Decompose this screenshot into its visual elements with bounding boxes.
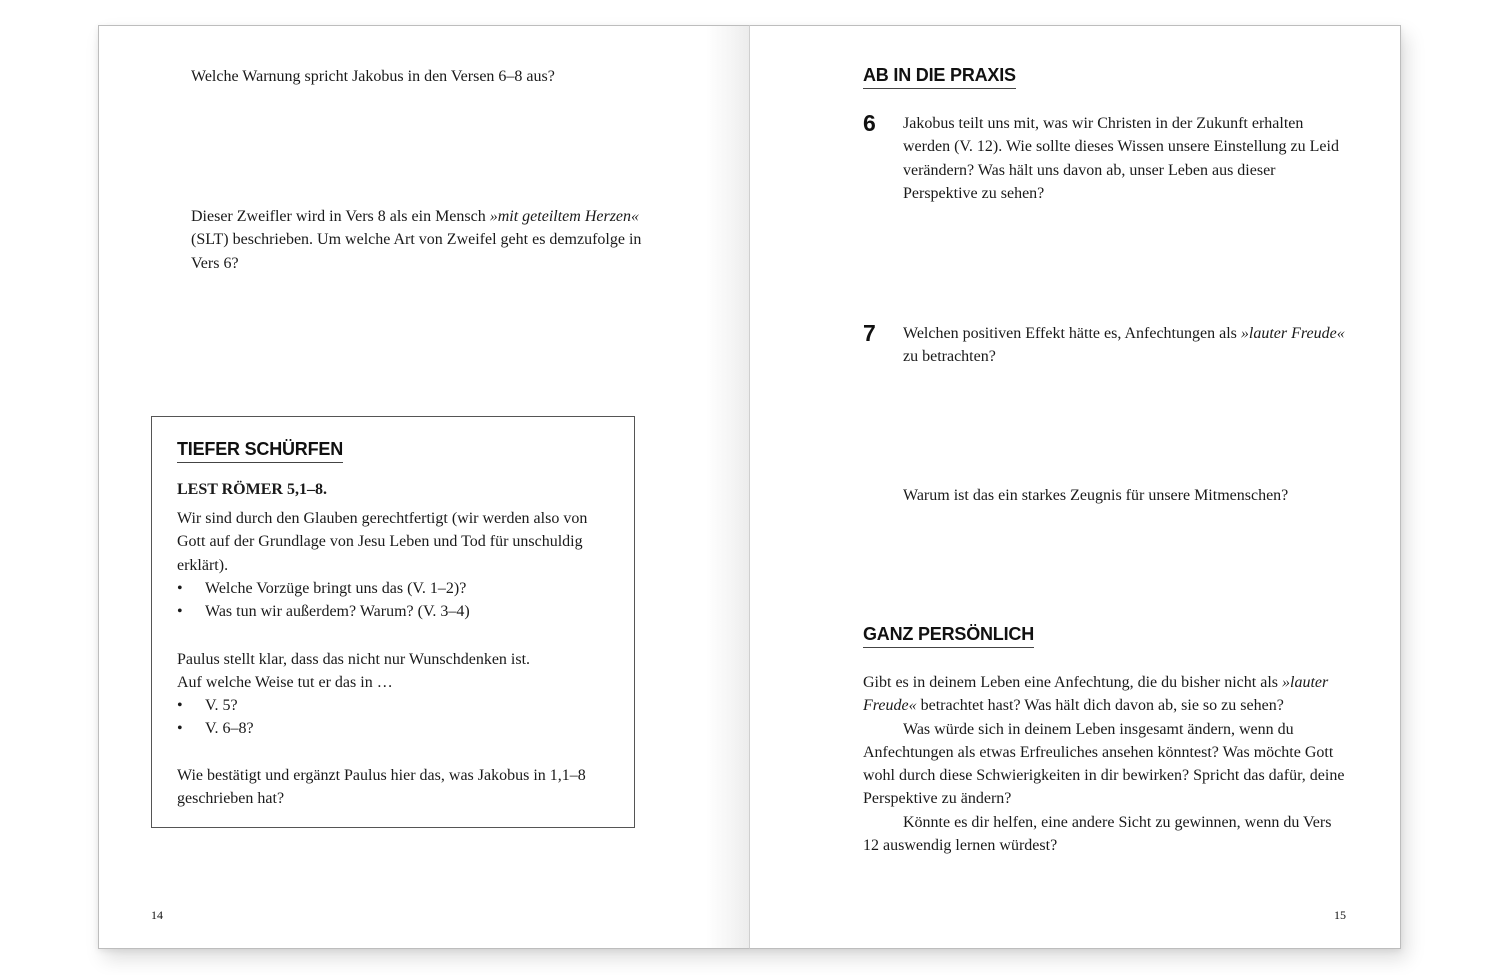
question-7-followup: Warum ist das ein starkes Zeugnis für unsere Mitmenschen?: [903, 487, 1289, 504]
deeper-bullet: • V. 6–8?: [177, 717, 607, 740]
question-7-after: zu betrachten?: [903, 348, 996, 366]
personal-text: [863, 671, 1348, 857]
deeper-bullet: • Was tun wir außerdem? Warum? (V. 3–4): [177, 600, 607, 623]
deeper-bullet: • V. 5?: [177, 694, 607, 717]
deeper-heading: TIEFER SCHÜRFEN: [177, 438, 343, 463]
personal-p1-before: Gibt es in deinem Leben eine Anfechtung, die du bisher nicht als: [863, 674, 1282, 691]
deeper-bullets-1: [177, 577, 607, 624]
deeper-paulus-line-1: Paulus stellt klar, dass das nicht nur Wunschdenken ist.: [177, 651, 531, 668]
deeper-intro: Wir sind durch den Glauben gerechtfertigt (wir werden also von Gott auf der Grundlage von Jesu Leben und Tod für unschuldig erklärt).: [177, 510, 588, 574]
question-warning: Welche Warnung spricht Jakobus in den Versen 6–8 aus?: [191, 68, 555, 85]
right-page: [749, 25, 1401, 949]
page-number-right: 15: [1334, 908, 1346, 922]
personal-heading: GANZ PERSÖNLICH: [863, 623, 1034, 648]
deeper-subheading: LEST RÖMER 5,1–8.: [177, 481, 327, 498]
left-page: [98, 25, 749, 949]
question-doubter-quote: »mit geteiltem Herzen«: [489, 208, 640, 225]
question-7-quote: »lauter Freude«: [1240, 325, 1345, 342]
question-7-before: Welchen positiven Effekt hätte es, Anfechtungen als: [903, 325, 1241, 342]
deeper-box: [151, 416, 635, 828]
question-doubter-after: (SLT) beschrieben. Um welche Art von Zweifel geht es demzufolge in Vers 6?: [191, 231, 642, 272]
deeper-bullets-2: [177, 694, 607, 741]
personal-p1-after: betrachtet hast? Was hält dich davon ab, sie so zu sehen?: [916, 697, 1284, 715]
question-6-text: Jakobus teilt uns mit, was wir Christen in der Zukunft erhalten werden (V. 12). Wie sollte dieses Wissen unsere Einstellung zu Leid verändern? Was hält uns davon ab, unser Leben aus dieser Perspektive zu sehen?: [903, 115, 1339, 202]
question-doubter-before: Dieser Zweifler wird in Vers 8 als ein Mensch: [191, 208, 490, 225]
question-7-text: [903, 322, 1353, 369]
personal-p1-quote: »lauter Freude«: [863, 674, 1329, 715]
book-spread: [98, 25, 1401, 949]
personal-p1: [863, 671, 1348, 718]
deeper-closing-question: Wie bestätigt und ergänzt Paulus hier das, was Jakobus in 1,1–8 geschrieben hat?: [177, 767, 586, 808]
deeper-bullet: • Welche Vorzüge bringt uns das (V. 1–2)?: [177, 577, 607, 600]
personal-p2: Was würde sich in deinem Leben insgesamt ändern, wenn du Anfechtungen als etwas Erfreuliches ansehen könntest? Was möchte Gott wohl durch diese Schwierigkeiten in dir bewirken? Spricht das dafür, deine Perspektive zu ändern?: [863, 720, 1345, 808]
personal-p3: Könnte es dir helfen, eine andere Sicht zu gewinnen, wenn du Vers 12 auswendig lernen würdest?: [863, 813, 1332, 855]
question-doubter: [191, 205, 643, 275]
deeper-paulus-line-2: Auf welche Weise tut er das in …: [177, 674, 393, 691]
page-number-left: 14: [151, 908, 163, 922]
question-number-7: 7: [863, 320, 876, 346]
question-number-6: 6: [863, 110, 876, 136]
praxis-heading: AB IN DIE PRAXIS: [863, 64, 1016, 89]
